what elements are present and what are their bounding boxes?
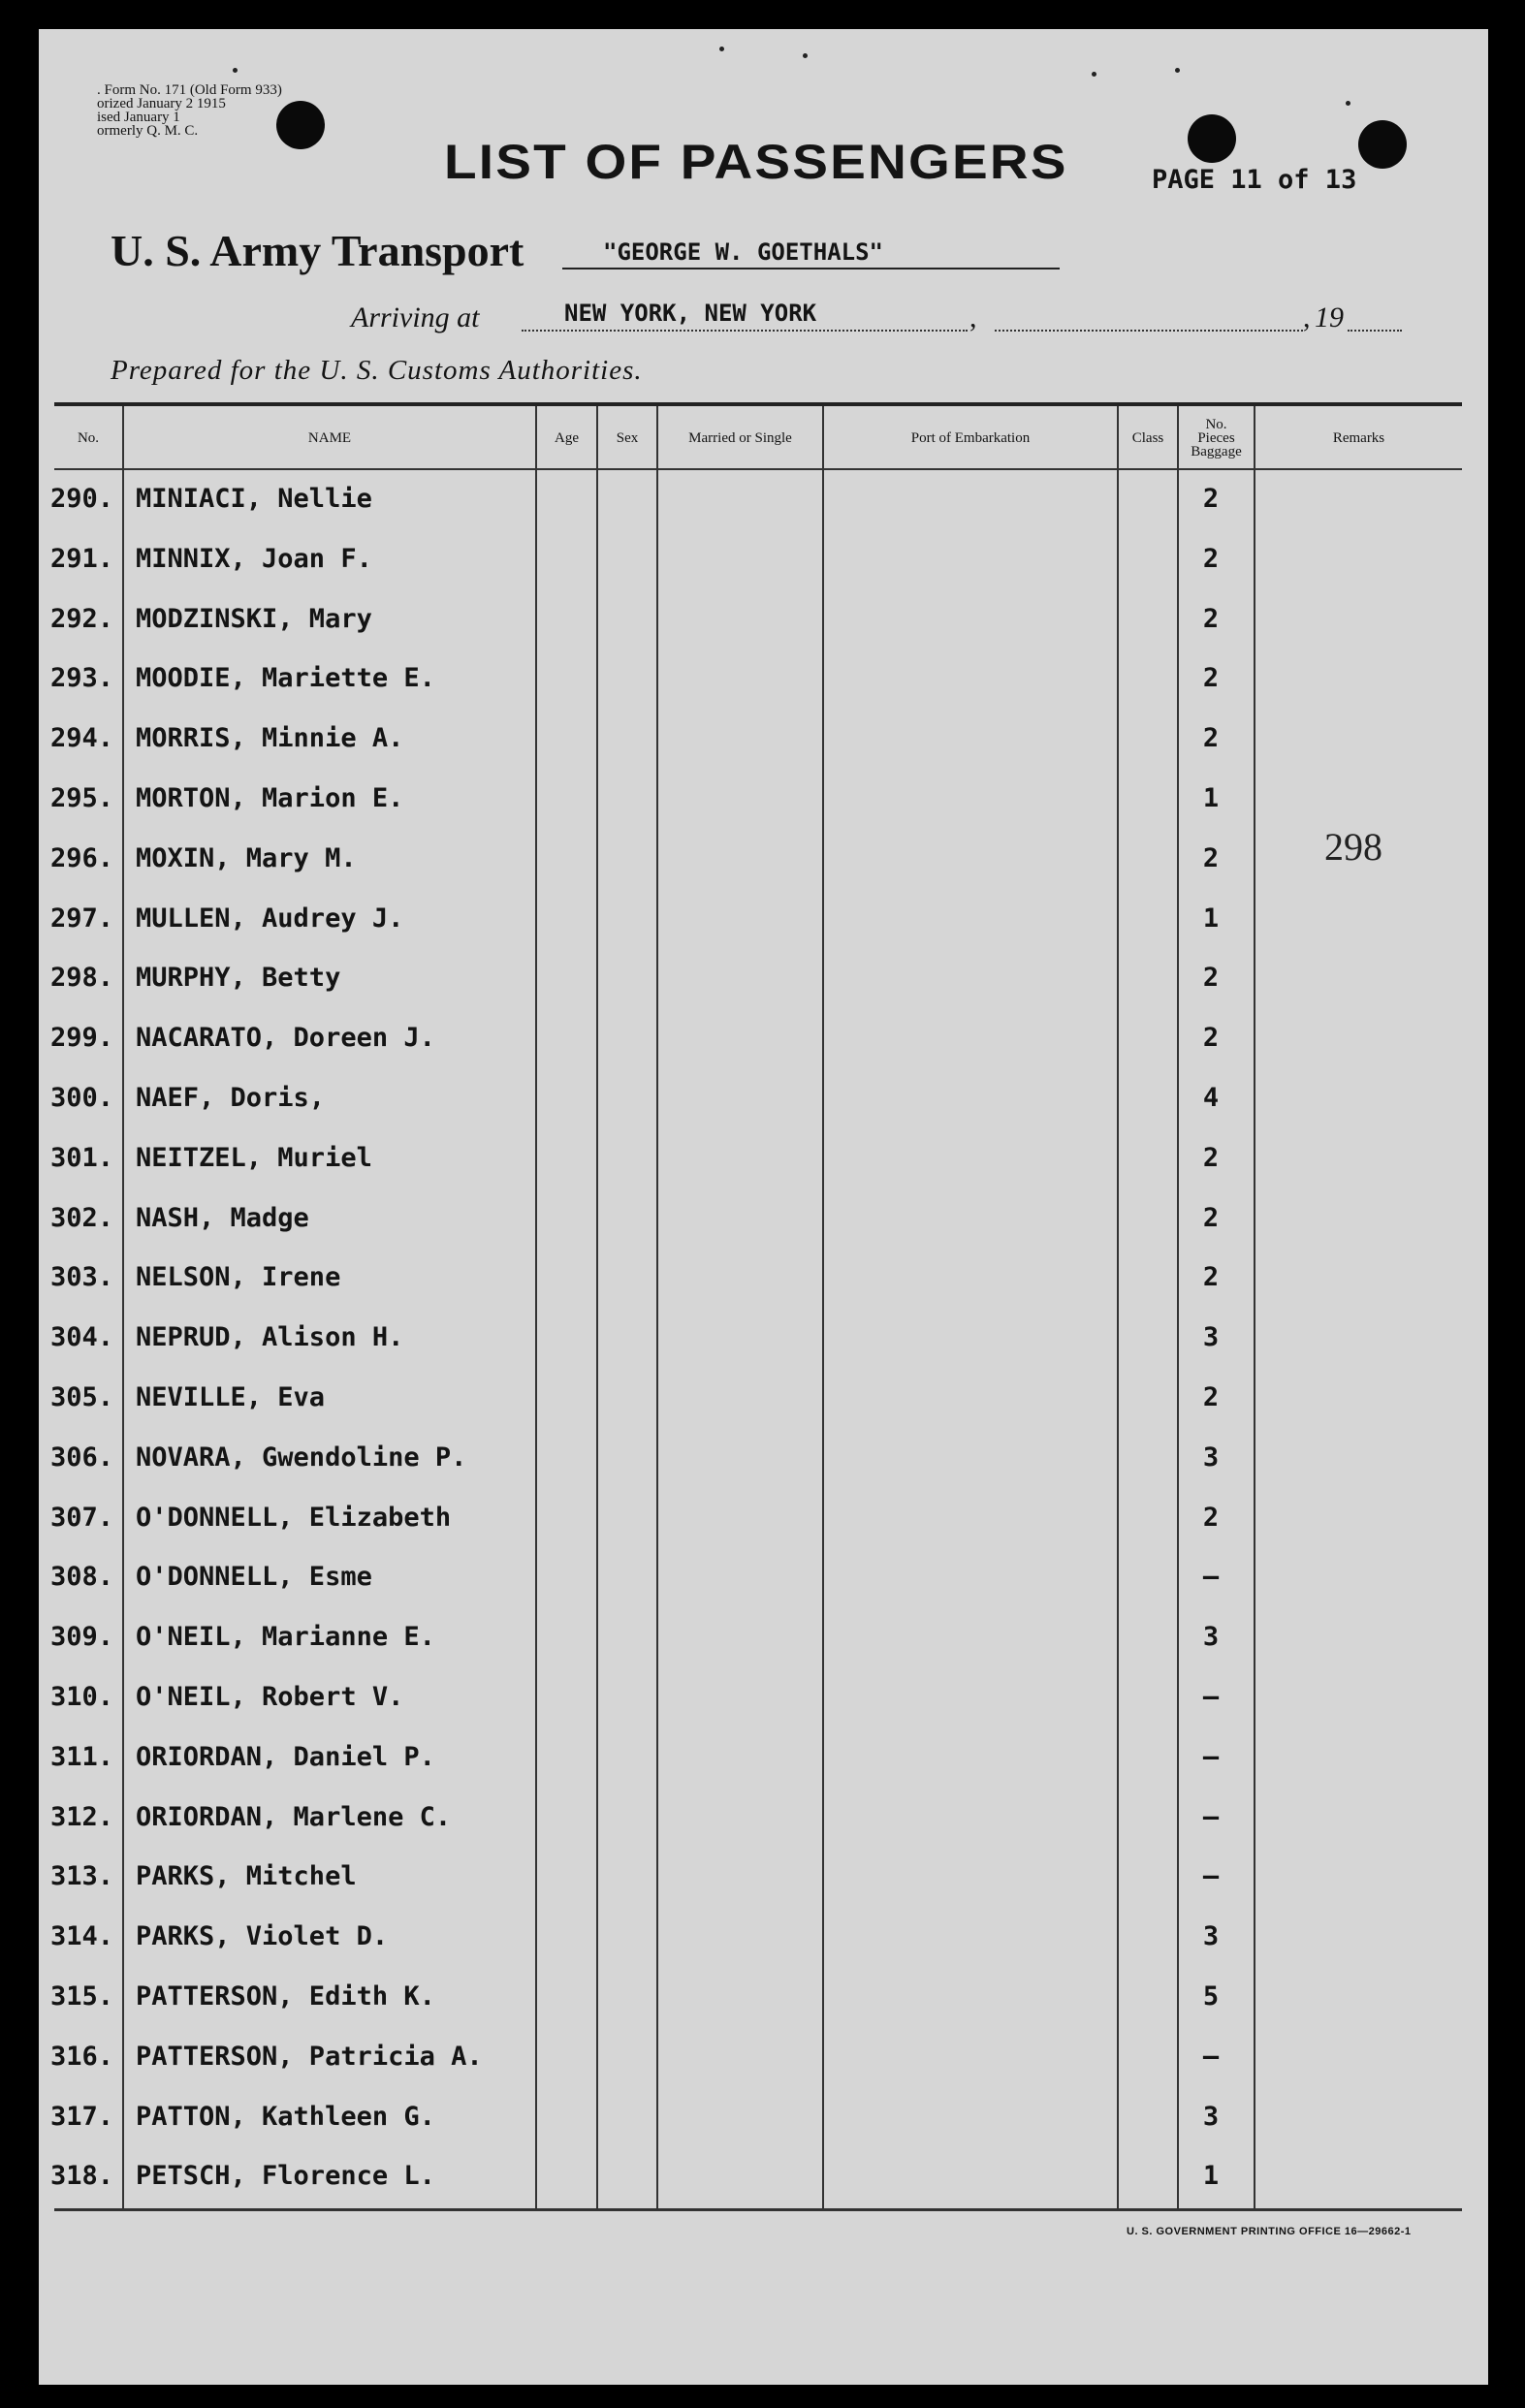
baggage-count: 2 [1202, 1262, 1220, 1292]
transport-label: U. S. Army Transport [111, 226, 524, 275]
ink-speck [1346, 101, 1350, 106]
passenger-name: ORIORDAN, Daniel P. [136, 1742, 435, 1772]
passenger-name: MINIACI, Nellie [136, 484, 372, 514]
baggage-count: 1 [1202, 783, 1220, 813]
passenger-name: NEPRUD, Alison H. [136, 1322, 404, 1352]
baggage-count: 3 [1202, 1921, 1220, 1951]
comma: , [1303, 301, 1311, 333]
year-line [1348, 330, 1402, 332]
baggage-count: 2 [1202, 604, 1220, 634]
baggage-count: — [1202, 1562, 1220, 1592]
row-number: 301. [50, 1143, 114, 1173]
baggage-count: 2 [1202, 1503, 1220, 1533]
column-header-port: Port of Embarkation [910, 430, 1031, 446]
baggage-count: 2 [1202, 544, 1220, 574]
column-rule [596, 406, 598, 2209]
baggage-count: — [1202, 2042, 1220, 2072]
passenger-name: MORTON, Marion E. [136, 783, 404, 813]
ink-speck [1092, 72, 1096, 77]
baggage-count: 5 [1202, 1981, 1220, 2012]
baggage-count: 3 [1202, 1442, 1220, 1473]
ship-name: "GEORGE W. GOETHALS" [603, 238, 883, 266]
row-number: 303. [50, 1262, 114, 1292]
row-number: 311. [50, 1742, 114, 1772]
row-number: 310. [50, 1682, 114, 1712]
date-line [995, 330, 1303, 332]
baggage-count: 2 [1202, 963, 1220, 993]
form-note-line: ised January 1 [97, 110, 180, 125]
ink-speck [233, 68, 238, 73]
baggage-count: 3 [1202, 2102, 1220, 2132]
passenger-name: NEITZEL, Muriel [136, 1143, 372, 1173]
passenger-name: NEVILLE, Eva [136, 1382, 326, 1412]
baggage-count: 2 [1202, 1203, 1220, 1233]
baggage-count: 2 [1202, 843, 1220, 873]
remark-note: 298 [1324, 825, 1382, 869]
column-rule [1117, 406, 1119, 2209]
row-number: 298. [50, 963, 114, 993]
column-header-sex: Sex [616, 430, 639, 446]
baggage-count: 2 [1202, 663, 1220, 693]
baggage-count: — [1202, 1861, 1220, 1891]
baggage-count: — [1202, 1682, 1220, 1712]
passenger-name: PATTERSON, Edith K. [136, 1981, 435, 2012]
passenger-name: MORRIS, Minnie A. [136, 723, 404, 753]
punch-hole-right [1358, 120, 1407, 169]
page-title: LIST OF PASSENGERS [444, 135, 1068, 189]
row-number: 318. [50, 2161, 114, 2191]
baggage-count: 2 [1202, 484, 1220, 514]
row-number: 300. [50, 1083, 114, 1113]
row-number: 308. [50, 1562, 114, 1592]
passenger-name: NACARATO, Doreen J. [136, 1023, 435, 1053]
row-number: 296. [50, 843, 114, 873]
row-number: 307. [50, 1503, 114, 1533]
baggage-count: 2 [1202, 723, 1220, 753]
row-number: 313. [50, 1861, 114, 1891]
row-number: 312. [50, 1802, 114, 1832]
passenger-name: PARKS, Mitchel [136, 1861, 357, 1891]
punch-hole-left [276, 101, 325, 149]
printer-footer: U. S. GOVERNMENT PRINTING OFFICE 16—29662-1 [1127, 2226, 1412, 2237]
baggage-count: 4 [1202, 1083, 1220, 1113]
passenger-name: O'NEIL, Marianne E. [136, 1622, 435, 1652]
baggage-count: 1 [1202, 2161, 1220, 2191]
ink-speck [719, 47, 724, 51]
year-prefix: 19 [1315, 301, 1344, 333]
arriving-label: Arriving at [351, 301, 480, 333]
passenger-name: ORIORDAN, Marlene C. [136, 1802, 452, 1832]
table-top-rule [54, 402, 1462, 406]
column-rule [535, 406, 537, 2209]
prepared-for-note: Prepared for the U. S. Customs Authorities. [111, 355, 643, 386]
column-header-baggage: No. Pieces Baggage [1191, 417, 1242, 459]
ink-speck [1175, 68, 1180, 73]
row-number: 292. [50, 604, 114, 634]
column-header-name: NAME [307, 430, 352, 446]
form-note-line: orized January 2 1915 [97, 96, 226, 111]
row-number: 293. [50, 663, 114, 693]
ship-name-field [562, 238, 1060, 269]
arriving-place: NEW YORK, NEW YORK [564, 300, 817, 327]
row-number: 309. [50, 1622, 114, 1652]
passenger-name: MURPHY, Betty [136, 963, 341, 993]
row-number: 295. [50, 783, 114, 813]
baggage-count: 2 [1202, 1382, 1220, 1412]
row-number: 306. [50, 1442, 114, 1473]
row-number: 314. [50, 1921, 114, 1951]
column-rule [122, 406, 124, 2209]
baggage-count: — [1202, 1802, 1220, 1832]
row-number: 315. [50, 1981, 114, 2012]
baggage-count: 2 [1202, 1023, 1220, 1053]
table-bottom-rule [54, 2208, 1462, 2211]
ink-speck [803, 53, 808, 58]
passenger-name: PARKS, Violet D. [136, 1921, 389, 1951]
row-number: 317. [50, 2102, 114, 2132]
row-number: 294. [50, 723, 114, 753]
header-bottom-rule [54, 468, 1462, 470]
passenger-name: MODZINSKI, Mary [136, 604, 372, 634]
passenger-name: PATTERSON, Patricia A. [136, 2042, 483, 2072]
column-header-married: Married or Single [688, 430, 792, 446]
baggage-count: 1 [1202, 903, 1220, 934]
baggage-count: — [1202, 1742, 1220, 1772]
column-header-no: No. [77, 430, 100, 446]
form-note-line: ormerly Q. M. C. [97, 123, 199, 139]
row-number: 316. [50, 2042, 114, 2072]
baggage-count: 3 [1202, 1622, 1220, 1652]
row-number: 305. [50, 1382, 114, 1412]
passenger-name: O'DONNELL, Esme [136, 1562, 372, 1592]
passenger-name: MOXIN, Mary M. [136, 843, 357, 873]
page-number: PAGE 11 of 13 [1152, 165, 1357, 195]
passenger-name: O'DONNELL, Elizabeth [136, 1503, 452, 1533]
row-number: 304. [50, 1322, 114, 1352]
row-number: 297. [50, 903, 114, 934]
baggage-count: 2 [1202, 1143, 1220, 1173]
row-number: 299. [50, 1023, 114, 1053]
column-header-class: Class [1131, 430, 1164, 446]
row-number: 302. [50, 1203, 114, 1233]
passenger-name: MULLEN, Audrey J. [136, 903, 404, 934]
passenger-name: MINNIX, Joan F. [136, 544, 372, 574]
column-rule [1254, 406, 1255, 2209]
passenger-name: PATTON, Kathleen G. [136, 2102, 435, 2132]
column-rule [656, 406, 658, 2209]
passenger-name: NASH, Madge [136, 1203, 309, 1233]
form-number-note [97, 83, 282, 138]
passenger-name: O'NEIL, Robert V. [136, 1682, 404, 1712]
form-note-line: . Form No. 171 (Old Form 933) [97, 82, 282, 98]
row-number: 290. [50, 484, 114, 514]
passenger-name: NELSON, Irene [136, 1262, 341, 1292]
row-number: 291. [50, 544, 114, 574]
comma: , [969, 301, 977, 333]
passenger-name: MOODIE, Mariette E. [136, 663, 435, 693]
arriving-line [522, 330, 968, 332]
column-header-age: Age [555, 430, 579, 446]
passenger-name: NOVARA, Gwendoline P. [136, 1442, 467, 1473]
baggage-count: 3 [1202, 1322, 1220, 1352]
column-rule [822, 406, 824, 2209]
punch-hole-center [1188, 114, 1236, 163]
passenger-name: NAEF, Doris, [136, 1083, 326, 1113]
column-header-remarks: Remarks [1332, 430, 1385, 446]
passenger-name: PETSCH, Florence L. [136, 2161, 435, 2191]
